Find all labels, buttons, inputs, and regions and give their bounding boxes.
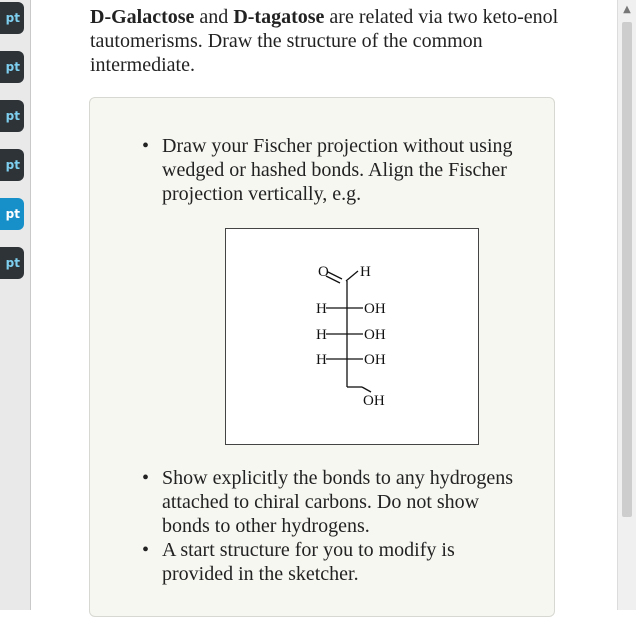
vertical-scrollbar[interactable] <box>617 0 636 610</box>
bottom-oh: OH <box>363 393 385 409</box>
aldehyde-oxygen-label: O <box>318 264 329 280</box>
instructions-list-top <box>130 134 530 206</box>
tab-label: pt <box>5 109 20 123</box>
question-tab-6[interactable] <box>0 247 24 279</box>
row3-right-oh: OH <box>364 352 386 368</box>
question-tab-1[interactable] <box>0 2 24 34</box>
question-text-part: are related via two keto-enol tautomerisms. Draw the structure of the common intermediate. <box>90 6 559 76</box>
question-tab-4[interactable] <box>0 149 24 181</box>
row2-left-h: H <box>316 327 327 343</box>
chevron-up-icon[interactable]: ▲ <box>623 4 631 15</box>
bond-oh <box>362 387 371 392</box>
fischer-example-box <box>225 228 479 445</box>
tab-label: pt <box>5 158 20 172</box>
compound-name-galactose: D-Galactose <box>90 6 195 28</box>
question-tab-5-active[interactable] <box>0 198 24 230</box>
tab-label: pt <box>5 11 20 25</box>
instructions-panel <box>89 97 555 617</box>
tab-label: pt <box>5 256 20 270</box>
row3-left-h: H <box>316 352 327 368</box>
tab-label: pt <box>5 60 20 74</box>
compound-name-tagatose: D-tagatose <box>233 6 325 28</box>
tab-label: pt <box>5 207 20 221</box>
fischer-projection-example <box>226 229 478 444</box>
question-tab-2[interactable] <box>0 51 24 83</box>
row1-left-h: H <box>316 301 327 317</box>
aldehyde-hydrogen-label: H <box>360 264 371 280</box>
row2-right-oh: OH <box>364 327 386 343</box>
question-tab-3[interactable] <box>0 100 24 132</box>
question-text <box>90 5 560 77</box>
instruction-bullet-2: • Show explicitly the bonds to any hydrogens attached to chiral carbons. Do not show bonds to other hydrogens. <box>130 466 530 538</box>
row1-right-oh: OH <box>364 301 386 317</box>
question-nav-rail <box>0 0 31 610</box>
instruction-bullet-1: • Draw your Fischer projection without using wedged or hashed bonds. Align the Fischer projection vertically, e.g. <box>130 134 530 206</box>
scrollbar-thumb[interactable] <box>622 22 632 517</box>
instruction-bullet-3: • A start structure for you to modify is provided in the sketcher. <box>130 538 530 586</box>
instructions-list-bottom <box>130 466 530 586</box>
bond-ch <box>346 271 358 281</box>
question-text-part: and <box>194 6 234 28</box>
